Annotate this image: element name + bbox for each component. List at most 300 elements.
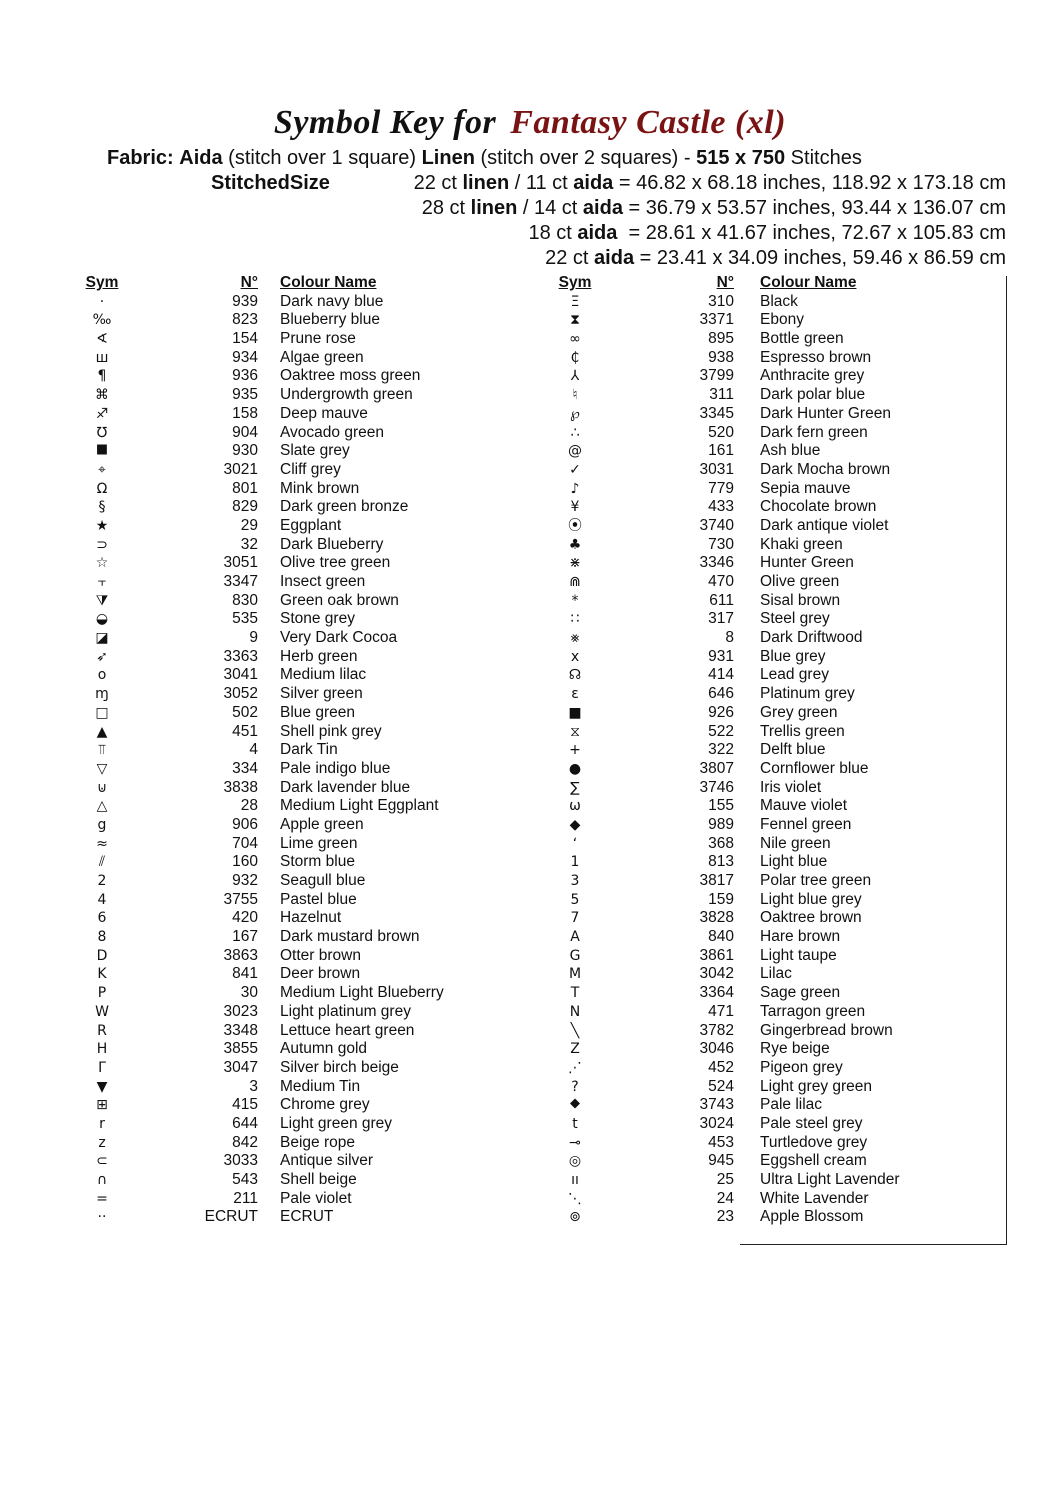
- colour-number: 3047: [223, 1058, 258, 1076]
- symbol-glyph: ∢: [96, 331, 108, 348]
- symbol-glyph: z: [98, 1134, 106, 1151]
- table-row: [552, 592, 1002, 611]
- table-row: [552, 461, 1002, 480]
- stitch-count: 515 x 750: [696, 147, 786, 169]
- colour-number: 470: [708, 573, 734, 590]
- symbol-glyph: ⯀: [96, 443, 108, 460]
- colour-number: 25: [716, 1171, 734, 1188]
- table-row: [552, 554, 1002, 573]
- table-row: [80, 779, 480, 798]
- colour-name: Eggplant: [280, 516, 342, 534]
- table-row: [80, 984, 480, 1003]
- table-row: [552, 1059, 1002, 1078]
- table-row: [552, 367, 1002, 386]
- table-row: [80, 1152, 480, 1171]
- colour-number: 3051: [223, 554, 258, 572]
- colour-number: 317: [708, 610, 734, 628]
- colour-name: Dark antique violet: [760, 516, 889, 534]
- colour-number: 3021: [223, 460, 258, 478]
- table-row: [552, 1171, 1002, 1190]
- colour-name: Shell pink grey: [280, 722, 382, 740]
- colour-name: Medium lilac: [280, 666, 367, 684]
- colour-number: 32: [240, 535, 258, 553]
- colour-name: White Lavender: [760, 1189, 869, 1207]
- symbol-glyph: t: [572, 1115, 578, 1132]
- fabric-linen: Linen: [421, 147, 475, 169]
- colour-name: Very Dark Cocoa: [280, 629, 398, 647]
- table-row: [80, 498, 480, 517]
- colour-name: Autumn gold: [280, 1040, 368, 1058]
- symbol-glyph: ℧: [96, 424, 108, 441]
- symbol-glyph: T: [570, 985, 580, 1002]
- table-row: [552, 1040, 1002, 1059]
- colour-number: 522: [708, 722, 734, 740]
- colour-number: 3838: [223, 778, 258, 796]
- symbol-glyph: ıı: [571, 1172, 579, 1188]
- colour-name: Polar tree green: [760, 872, 872, 889]
- colour-number: 3024: [699, 1114, 734, 1132]
- symbol-glyph: ₵: [570, 349, 580, 366]
- colour-number: 9: [249, 629, 258, 647]
- symbol-glyph: ⫪: [98, 742, 106, 759]
- header-sym: Sym: [85, 274, 119, 291]
- table-row: [80, 891, 480, 910]
- symbol-glyph: D: [96, 947, 108, 964]
- colour-number: 935: [232, 386, 258, 404]
- symbol-glyph: 7: [570, 910, 580, 927]
- colour-name: Pastel blue: [280, 890, 357, 908]
- colour-name: Pale lilac: [760, 1096, 823, 1114]
- colour-name: Dark navy blue: [280, 292, 384, 310]
- symbol-glyph: 8: [97, 929, 107, 946]
- colour-name: Khaki green: [760, 535, 843, 553]
- colour-name: Medium Tin: [280, 1077, 361, 1095]
- symbol-glyph: ?: [571, 1078, 579, 1095]
- colour-number: 829: [232, 498, 258, 516]
- ss-dimensions: = 28.61 x 41.67 inches, 72.67 x 105.83 cm: [617, 222, 1006, 244]
- symbol-glyph: ◎: [568, 1153, 582, 1170]
- colour-name: Light grey green: [760, 1077, 873, 1095]
- colour-number: 3743: [699, 1096, 734, 1114]
- table-row: [80, 816, 480, 835]
- colour-name: Hare brown: [760, 928, 841, 946]
- symbol-glyph: *: [571, 592, 579, 609]
- symbol-glyph: ɱ: [95, 686, 109, 703]
- colour-name: Algae green: [280, 348, 364, 366]
- ss-count: 28 ct: [421, 197, 471, 219]
- colour-name: Dark Blueberry: [280, 535, 384, 553]
- symbol-glyph: △: [96, 798, 108, 815]
- symbol-glyph: ⋱: [568, 1190, 582, 1207]
- symbol-glyph: ⫟: [97, 574, 107, 590]
- table-row: [552, 760, 1002, 779]
- table-row: [552, 293, 1002, 312]
- colour-number: 841: [232, 965, 258, 983]
- table-row: [80, 554, 480, 573]
- colour-number: 368: [708, 834, 734, 852]
- symbol-glyph: g: [97, 816, 107, 833]
- colour-name: Lettuce heart green: [280, 1021, 415, 1039]
- colour-name: Light blue grey: [760, 890, 862, 908]
- colour-name: Oaktree brown: [760, 909, 862, 927]
- colour-number: 3799: [699, 367, 734, 385]
- table-row: [80, 424, 480, 443]
- colour-number: 3042: [699, 965, 734, 983]
- colour-name: Dark Driftwood: [760, 629, 863, 647]
- colour-number: 904: [232, 423, 258, 441]
- colour-name: Tarragon green: [760, 1002, 866, 1020]
- table-row: [552, 704, 1002, 723]
- symbol-glyph: ¥: [570, 499, 580, 516]
- colour-name: Iris violet: [760, 778, 822, 796]
- symbol-glyph: ♮: [572, 387, 578, 404]
- colour-name: Anthracite grey: [760, 367, 865, 385]
- table-row: [552, 480, 1002, 499]
- colour-number: 311: [709, 386, 734, 404]
- stitched-size-line: [545, 247, 1006, 270]
- symbol-glyph: ∩: [96, 1172, 108, 1188]
- colour-name: Deep mauve: [280, 404, 368, 422]
- colour-name: Hunter Green: [760, 554, 854, 572]
- symbol-glyph: K: [97, 966, 107, 983]
- colour-name: Rye beige: [760, 1040, 830, 1058]
- colour-number: 3746: [699, 778, 734, 796]
- symbol-glyph: ≈: [96, 835, 108, 852]
- table-row: [552, 1152, 1002, 1171]
- table-row: [552, 498, 1002, 517]
- table-row: [552, 442, 1002, 461]
- colour-name: Sage green: [760, 984, 841, 1002]
- colour-number: 159: [708, 890, 734, 908]
- table-row: [80, 629, 480, 648]
- colour-name: Blue grey: [760, 647, 826, 665]
- colour-number: 3031: [699, 460, 734, 478]
- colour-name: Mauve violet: [760, 797, 848, 815]
- ss-dimensions: = 46.82 x 68.18 inches, 118.92 x 173.18 cm: [613, 172, 1006, 194]
- symbol-glyph: ℘: [570, 405, 580, 422]
- colour-number: 3: [249, 1077, 258, 1095]
- table-row: [552, 816, 1002, 835]
- ss-fabric: aida: [573, 172, 614, 194]
- table-row: [80, 648, 480, 667]
- symbol-glyph: ⅄: [570, 368, 580, 385]
- symbol-glyph: R: [97, 1022, 107, 1039]
- colour-name: Bottle green: [760, 330, 844, 348]
- colour-number: 29: [240, 516, 258, 534]
- symbol-glyph: ◆: [569, 816, 581, 833]
- colour-number: 155: [708, 797, 734, 815]
- table-row: [552, 928, 1002, 947]
- table-border-bottom: [740, 1244, 1007, 1245]
- colour-name: Shell beige: [280, 1171, 357, 1188]
- colour-name: Light platinum grey: [280, 1002, 411, 1020]
- colour-number: 3041: [223, 666, 258, 684]
- symbol-glyph: ⨳: [570, 630, 580, 647]
- symbol-glyph: ⊍: [96, 779, 108, 796]
- colour-name: Otter brown: [280, 946, 361, 964]
- table-row: [80, 704, 480, 723]
- colour-number: 3052: [223, 685, 258, 703]
- colour-name: Lime green: [280, 834, 358, 852]
- table-row: [552, 723, 1002, 742]
- ss-count: 22 ct: [413, 172, 463, 194]
- colour-number: 3348: [223, 1021, 258, 1039]
- symbol-glyph: 4: [97, 891, 107, 908]
- colour-name: Silver birch beige: [280, 1058, 399, 1076]
- colour-number: 161: [708, 442, 734, 460]
- table-row: [552, 405, 1002, 424]
- header-colour-name: Colour Name: [760, 274, 857, 291]
- colour-number: 3755: [223, 890, 258, 908]
- colour-number: 813: [708, 853, 734, 871]
- colour-number: 3345: [699, 404, 734, 422]
- table-row: [552, 1096, 1002, 1115]
- table-row: [552, 835, 1002, 854]
- colour-name: Ebony: [760, 311, 804, 329]
- symbol-table-right: [552, 274, 1002, 1227]
- table-row: [80, 872, 480, 891]
- colour-number: 322: [708, 741, 734, 759]
- symbol-glyph: 5: [570, 891, 580, 908]
- colour-name: Pale steel grey: [760, 1114, 863, 1132]
- table-row: [552, 853, 1002, 872]
- table-row: [552, 779, 1002, 798]
- symbol-glyph: ¶: [97, 368, 107, 385]
- table-row: [80, 311, 480, 330]
- symbol-glyph: ⦿: [568, 517, 582, 534]
- table-border-right: [1006, 276, 1007, 1244]
- table-row: [552, 610, 1002, 629]
- ss-fabric: linen: [462, 172, 510, 194]
- table-row: [80, 909, 480, 928]
- table-row: [80, 1190, 480, 1209]
- colour-name: Black: [760, 292, 798, 310]
- table-row: [80, 536, 480, 555]
- symbol-glyph: □: [95, 704, 109, 721]
- symbol-glyph: ◒: [95, 611, 109, 628]
- table-row: [552, 872, 1002, 891]
- colour-number: 310: [708, 292, 734, 310]
- symbol-glyph: Ξ: [570, 293, 580, 310]
- colour-number: 931: [708, 647, 734, 665]
- table-row: [80, 1171, 480, 1190]
- symbol-glyph: ◪: [95, 630, 109, 647]
- symbol-glyph: o: [97, 667, 107, 684]
- table-row: [552, 1208, 1002, 1227]
- colour-number: 801: [232, 479, 258, 497]
- symbol-glyph: Ω: [96, 480, 108, 497]
- colour-number: 520: [708, 423, 734, 441]
- colour-name: Chocolate brown: [760, 498, 877, 516]
- colour-number: 3740: [699, 516, 734, 534]
- table-row: [80, 349, 480, 368]
- colour-number: 160: [232, 853, 258, 871]
- page-title: [0, 104, 1060, 142]
- table-row: [552, 965, 1002, 984]
- fabric-label: Fabric:: [107, 147, 174, 169]
- colour-name: Dark mustard brown: [280, 928, 420, 946]
- table-row: [552, 386, 1002, 405]
- colour-number: 3364: [699, 984, 734, 1002]
- fabric-aida: Aida: [179, 147, 223, 169]
- table-row: [552, 984, 1002, 1003]
- table-row: [80, 1003, 480, 1022]
- colour-name: Eggshell cream: [760, 1152, 867, 1170]
- table-row: [552, 573, 1002, 592]
- symbol-glyph: ∑: [570, 779, 580, 796]
- title-prefix: Symbol Key for: [273, 104, 497, 141]
- colour-number: 8: [725, 629, 734, 647]
- symbol-glyph: =: [96, 1190, 108, 1207]
- stitched-size-line: [422, 197, 1006, 220]
- colour-number: 3033: [223, 1152, 258, 1170]
- pattern-name: Fantasy Castle (xl): [510, 104, 787, 141]
- ss-fabric: aida: [594, 247, 635, 269]
- symbol-glyph: ε: [571, 686, 579, 703]
- table-row: [552, 1115, 1002, 1134]
- table-row: [80, 797, 480, 816]
- symbol-glyph: @: [568, 443, 582, 460]
- colour-number: 3371: [699, 311, 734, 329]
- table-row: [552, 349, 1002, 368]
- symbol-glyph: ⌖: [98, 461, 106, 478]
- colour-name: Beige rope: [280, 1133, 355, 1151]
- table-row: [80, 386, 480, 405]
- colour-name: Lead grey: [760, 666, 829, 684]
- symbol-glyph: M: [568, 966, 582, 983]
- colour-number: 3363: [223, 647, 258, 665]
- symbol-glyph: ⧗: [570, 312, 580, 329]
- colour-name: Grey green: [760, 703, 838, 721]
- colour-name: Dark Hunter Green: [760, 404, 891, 422]
- symbol-glyph: ∞: [569, 331, 581, 348]
- symbol-glyph: ♣: [568, 536, 582, 553]
- table-row: [80, 293, 480, 312]
- ss-count: / 11 ct: [509, 172, 574, 194]
- colour-number: 989: [708, 815, 734, 833]
- fabric-line: [107, 147, 862, 170]
- symbol-glyph: ▼: [96, 1078, 108, 1095]
- table-row: [80, 461, 480, 480]
- symbol-glyph: ш: [95, 349, 109, 366]
- colour-name: Steel grey: [760, 610, 830, 628]
- stitched-size-line: [528, 222, 1006, 245]
- colour-name: Light blue: [760, 853, 828, 871]
- symbol-glyph: §: [98, 499, 106, 516]
- ss-dimensions: = 36.79 x 53.57 inches, 93.44 x 136.07 cm: [622, 197, 1006, 219]
- colour-name: Stone grey: [280, 610, 355, 628]
- table-row: [80, 517, 480, 536]
- colour-number: 830: [232, 591, 258, 609]
- symbol-glyph: W: [95, 1003, 109, 1020]
- symbol-glyph: 3: [570, 873, 580, 889]
- colour-name: Lilac: [760, 965, 792, 983]
- colour-name: Nile green: [760, 834, 831, 852]
- colour-name: Dark polar blue: [760, 386, 866, 404]
- colour-name: Medium Light Eggplant: [280, 797, 439, 815]
- table-row: [80, 1208, 480, 1227]
- colour-number: 3347: [223, 573, 258, 590]
- stitched-size-line: [414, 172, 1006, 195]
- fabric-linen-note: (stitch over 2 squares) -: [480, 147, 691, 169]
- symbol-glyph: ⋒: [569, 574, 581, 590]
- colour-number: 334: [232, 759, 258, 777]
- symbol-glyph: ⊸: [569, 1134, 581, 1151]
- colour-number: 611: [709, 591, 734, 609]
- symbol-glyph: ⋇: [569, 555, 581, 572]
- symbol-glyph: ▲: [96, 723, 108, 740]
- colour-name: Dark fern green: [760, 423, 868, 441]
- colour-number: 3861: [699, 946, 734, 964]
- colour-number: 930: [232, 442, 258, 460]
- colour-name: Antique silver: [280, 1152, 374, 1170]
- colour-name: Blueberry blue: [280, 311, 380, 329]
- symbol-glyph: ■: [568, 704, 582, 721]
- symbol-glyph: ★: [95, 517, 109, 534]
- colour-name: Slate grey: [280, 442, 350, 460]
- table-row: [80, 928, 480, 947]
- colour-number: 704: [232, 834, 258, 852]
- colour-name: Pale violet: [280, 1189, 352, 1207]
- colour-number: 3046: [699, 1040, 734, 1058]
- table-row: [552, 891, 1002, 910]
- ss-count: 18 ct: [528, 222, 578, 244]
- colour-number: 842: [232, 1133, 258, 1151]
- colour-number: 895: [708, 330, 734, 348]
- colour-number: 3023: [223, 1002, 258, 1020]
- symbol-glyph: ➶: [96, 648, 108, 665]
- colour-number: 3346: [699, 554, 734, 572]
- colour-name: Mink brown: [280, 479, 360, 497]
- symbol-glyph: A: [570, 929, 580, 946]
- colour-name: Deer brown: [280, 965, 361, 983]
- colour-number: 158: [232, 404, 258, 422]
- table-row: [80, 1059, 480, 1078]
- colour-name: Medium Light Blueberry: [280, 984, 444, 1002]
- colour-name: Turtledove grey: [760, 1133, 868, 1151]
- colour-name: Espresso brown: [760, 348, 872, 366]
- table-row: [552, 424, 1002, 443]
- symbol-glyph: Γ: [98, 1059, 106, 1076]
- colour-name: Sepia mauve: [760, 479, 851, 497]
- colour-number: 452: [708, 1058, 734, 1076]
- colour-number: 433: [708, 498, 734, 516]
- colour-number: 502: [232, 703, 258, 721]
- table-row: [80, 723, 480, 742]
- symbol-glyph: ʻ: [572, 835, 578, 852]
- symbol-glyph: N: [569, 1003, 581, 1020]
- fabric-aida-note: (stitch over 1 square): [228, 147, 417, 169]
- colour-number: 23: [716, 1208, 734, 1226]
- colour-name: Pale indigo blue: [280, 759, 391, 777]
- ss-fabric: aida: [582, 197, 623, 219]
- symbol-glyph: ⧖: [570, 723, 580, 740]
- colour-number: 543: [232, 1171, 258, 1188]
- table-row: [552, 517, 1002, 536]
- symbol-glyph: ⫽: [98, 854, 106, 871]
- colour-name: Cornflower blue: [760, 759, 869, 777]
- table-row: [80, 835, 480, 854]
- symbol-glyph: ∴: [570, 424, 580, 441]
- symbol-glyph: ⊃: [96, 536, 108, 553]
- colour-number: 3807: [699, 759, 734, 777]
- table-row: [80, 1040, 480, 1059]
- colour-name: Chrome grey: [280, 1096, 370, 1114]
- symbol-glyph: ⊞: [96, 1097, 108, 1114]
- colour-name: Oaktree moss green: [280, 367, 421, 385]
- table-row: [552, 311, 1002, 330]
- symbol-glyph: H: [96, 1041, 108, 1058]
